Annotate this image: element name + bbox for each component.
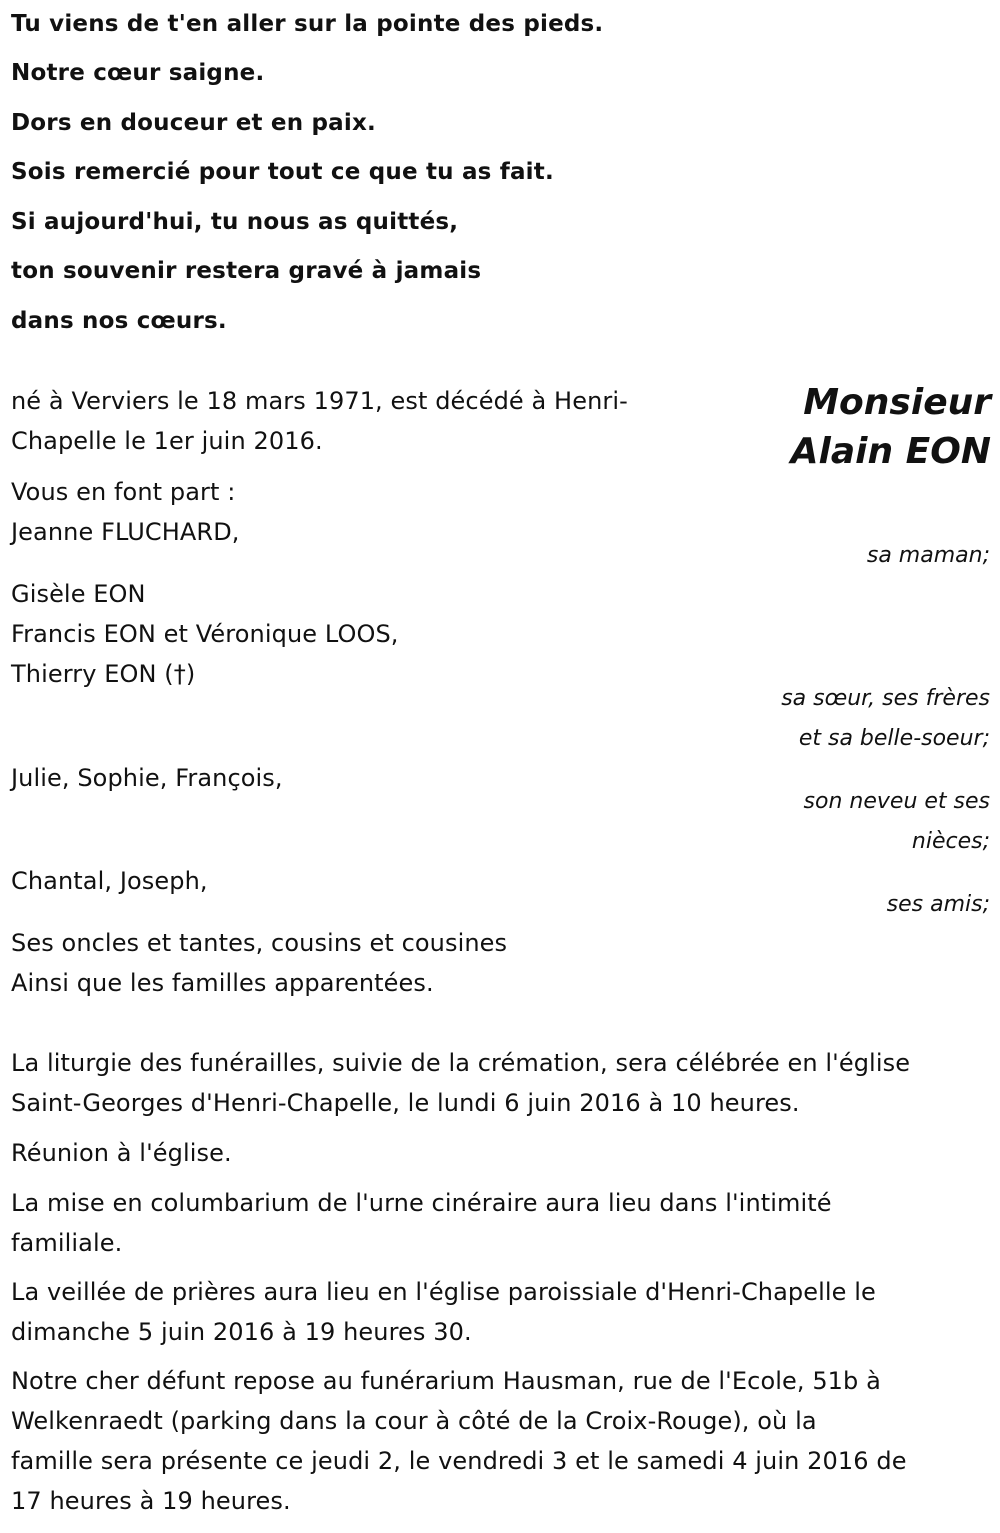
siblings-relation-line-1: sa sœur, ses frères (781, 686, 990, 711)
mother-name: Jeanne FLUCHARD, (11, 518, 240, 546)
vigil-line-1: La veillée de prières aura lieu en l'église paroissiale d'Henri-Chapelle le (11, 1278, 876, 1306)
birth-death-line-1: né à Verviers le 18 mars 1971, est décédé à Henri- (11, 387, 628, 415)
vigil-line-2: dimanche 5 juin 2016 à 19 heures 30. (11, 1318, 472, 1346)
siblings-relation-line-2: et sa belle-soeur; (798, 726, 990, 751)
extended-family-line-2: Ainsi que les familles apparentées. (11, 969, 434, 997)
poem-line-1: Tu viens de t'en aller sur la pointe des pieds. (11, 11, 604, 37)
nephews-names: Julie, Sophie, François, (11, 764, 283, 792)
meeting-info: Réunion à l'église. (11, 1139, 232, 1167)
liturgy-line-1: La liturgie des funérailles, suivie de la crémation, sera célébrée en l'église (11, 1049, 911, 1077)
repose-line-1: Notre cher défunt repose au funérarium Hausman, rue de l'Ecole, 51b à (11, 1367, 881, 1395)
nephews-relation-line-2: nièces; (911, 829, 990, 854)
repose-line-3: famille sera présente ce jeudi 2, le vendredi 3 et le samedi 4 juin 2016 de (11, 1447, 907, 1475)
announcement-intro: Vous en font part : (11, 478, 236, 506)
extended-family-line-1: Ses oncles et tantes, cousins et cousines (11, 929, 508, 957)
friends-names: Chantal, Joseph, (11, 867, 208, 895)
poem-line-7: dans nos cœurs. (11, 308, 227, 334)
poem-line-4: Sois remercié pour tout ce que tu as fait. (11, 159, 554, 185)
birth-death-line-2: Chapelle le 1er juin 2016. (11, 427, 323, 455)
friends-relation: ses amis; (886, 892, 990, 917)
repose-line-4: 17 heures à 19 heures. (11, 1487, 291, 1515)
nephews-relation-line-1: son neveu et ses (803, 789, 990, 814)
repose-line-2: Welkenraedt (parking dans la cour à côté de la Croix-Rouge), où la (11, 1407, 817, 1435)
sibling-2: Francis EON et Véronique LOOS, (11, 620, 399, 648)
columbarium-line-2: familiale. (11, 1229, 123, 1257)
deceased-name: Alain EON (790, 431, 991, 472)
poem-line-5: Si aujourd'hui, tu nous as quittés, (11, 209, 459, 235)
columbarium-line-1: La mise en columbarium de l'urne cinéraire aura lieu dans l'intimité (11, 1189, 832, 1217)
sibling-1: Gisèle EON (11, 580, 146, 608)
poem-line-2: Notre cœur saigne. (11, 60, 265, 86)
poem-line-6: ton souvenir restera gravé à jamais (11, 258, 482, 284)
sibling-3: Thierry EON (†) (11, 660, 196, 688)
poem-line-3: Dors en douceur et en paix. (11, 110, 376, 136)
deceased-honorific: Monsieur (803, 382, 991, 423)
liturgy-line-2: Saint-Georges d'Henri-Chapelle, le lundi 6 juin 2016 à 10 heures. (11, 1089, 800, 1117)
mother-relation: sa maman; (866, 543, 990, 568)
